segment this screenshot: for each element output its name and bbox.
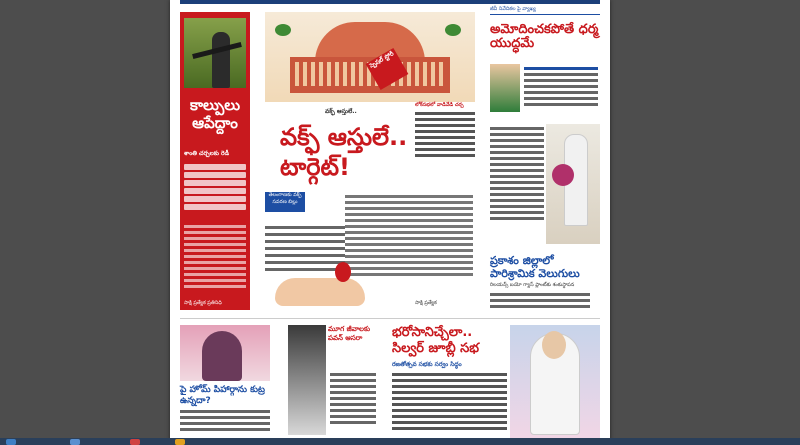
section-divider xyxy=(180,318,600,319)
bottom-story-2-headline: మూగ జీవాలకు పవన్ ఆసరా xyxy=(328,325,371,342)
taskbar xyxy=(0,438,800,445)
side-box-label: లోక్‌సభలో వాడివేడి చర్చ xyxy=(415,102,464,108)
flowers-shape xyxy=(552,164,574,186)
left-story[interactable] xyxy=(180,12,250,310)
center-headline xyxy=(280,122,430,182)
bottom-story-1-headline: పై హోమ్ పిహార్గాను కుట్ర ఉన్నదా? xyxy=(180,385,265,406)
bottom-story-2[interactable] xyxy=(288,325,378,440)
left-credit: సాక్షి ప్రత్యేక ప్రతినిధి xyxy=(184,300,222,306)
bottom-story-3-subhead: రజతోత్సవ సభకు సర్వం సిద్ధం xyxy=(392,361,462,368)
kcr-photo xyxy=(510,325,600,440)
right-tag: జీవీ నివేదికల పై వ్యాఖ్య xyxy=(490,6,600,15)
taskbar-app-icon[interactable] xyxy=(70,439,80,445)
center-side-box xyxy=(415,102,475,192)
center-bullets xyxy=(265,222,345,275)
hand-illustration xyxy=(275,278,365,306)
page-header-bar xyxy=(180,0,600,4)
tree-icon xyxy=(275,24,291,36)
bottom-story-3[interactable] xyxy=(392,325,507,440)
right-mid-headline: ప్రకాశం జిల్లాలో పారిశ్రామిక వెలుగులు xyxy=(490,254,580,280)
woman-figure xyxy=(202,331,242,381)
center-body-text xyxy=(345,192,473,279)
left-body-text xyxy=(184,222,246,291)
speaker-photo xyxy=(546,124,600,244)
red-ball-illustration xyxy=(335,262,351,282)
newspaper-page xyxy=(170,0,610,440)
taskbar-app-icon[interactable] xyxy=(130,439,140,445)
right-bottom-text xyxy=(490,290,590,311)
center-headline-line2: టార్గెట్! xyxy=(280,153,350,181)
parliament-illustration xyxy=(265,12,475,102)
left-subhead: శాంతి చర్చలకు రెడీ xyxy=(184,150,230,157)
right-column[interactable] xyxy=(490,6,600,306)
special-story-tag: స్పెషల్ స్టోరీ xyxy=(366,48,409,90)
bottom-story-3-headline: భరోసానిచ్చేలా.. సిల్వర్ జూబ్లీ సభ xyxy=(392,325,480,356)
right-story-row xyxy=(490,64,600,114)
right-mid-text xyxy=(490,124,544,223)
kcr-head xyxy=(542,331,566,359)
right-story-text xyxy=(524,64,598,109)
bottom-story-3-text xyxy=(392,373,507,430)
left-bullets xyxy=(184,162,246,212)
center-credit: సాక్షి ప్రత్యేక xyxy=(415,300,437,306)
right-mid-subhead: రిలయన్స్ బయో గ్యాస్ ప్లాంట్‌కు శంకుస్థాపన xyxy=(490,282,575,288)
left-headline: కాల్పులు ఆపేద్దాం xyxy=(189,96,241,132)
woman-photo xyxy=(180,325,270,381)
bottom-story-2-text xyxy=(330,370,376,427)
tree-icon xyxy=(445,24,461,36)
figure-shape xyxy=(212,32,230,88)
bottom-story-1-text xyxy=(180,410,270,431)
taskbar-app-icon[interactable] xyxy=(175,439,185,445)
pawan-photo xyxy=(288,325,326,435)
main-story[interactable] xyxy=(265,12,475,310)
center-kicker: వక్ఫ్ ఆస్తులే.. xyxy=(325,108,357,115)
right-headline: అమోదించకపోతే ధర్మ యుద్ధమే xyxy=(490,22,599,51)
bottom-story-1[interactable] xyxy=(180,325,270,440)
politician-photo xyxy=(490,64,520,112)
start-icon[interactable] xyxy=(6,439,16,445)
center-blue-tag: తెలంగాణకు వక్ఫ్ సవరణ బిల్లు xyxy=(265,192,305,212)
armed-man-photo xyxy=(184,18,246,88)
dome-shape xyxy=(315,22,425,62)
center-headline-line1: వక్ఫ్ ఆస్తులే.. xyxy=(280,123,408,151)
right-mid-story xyxy=(490,124,600,244)
